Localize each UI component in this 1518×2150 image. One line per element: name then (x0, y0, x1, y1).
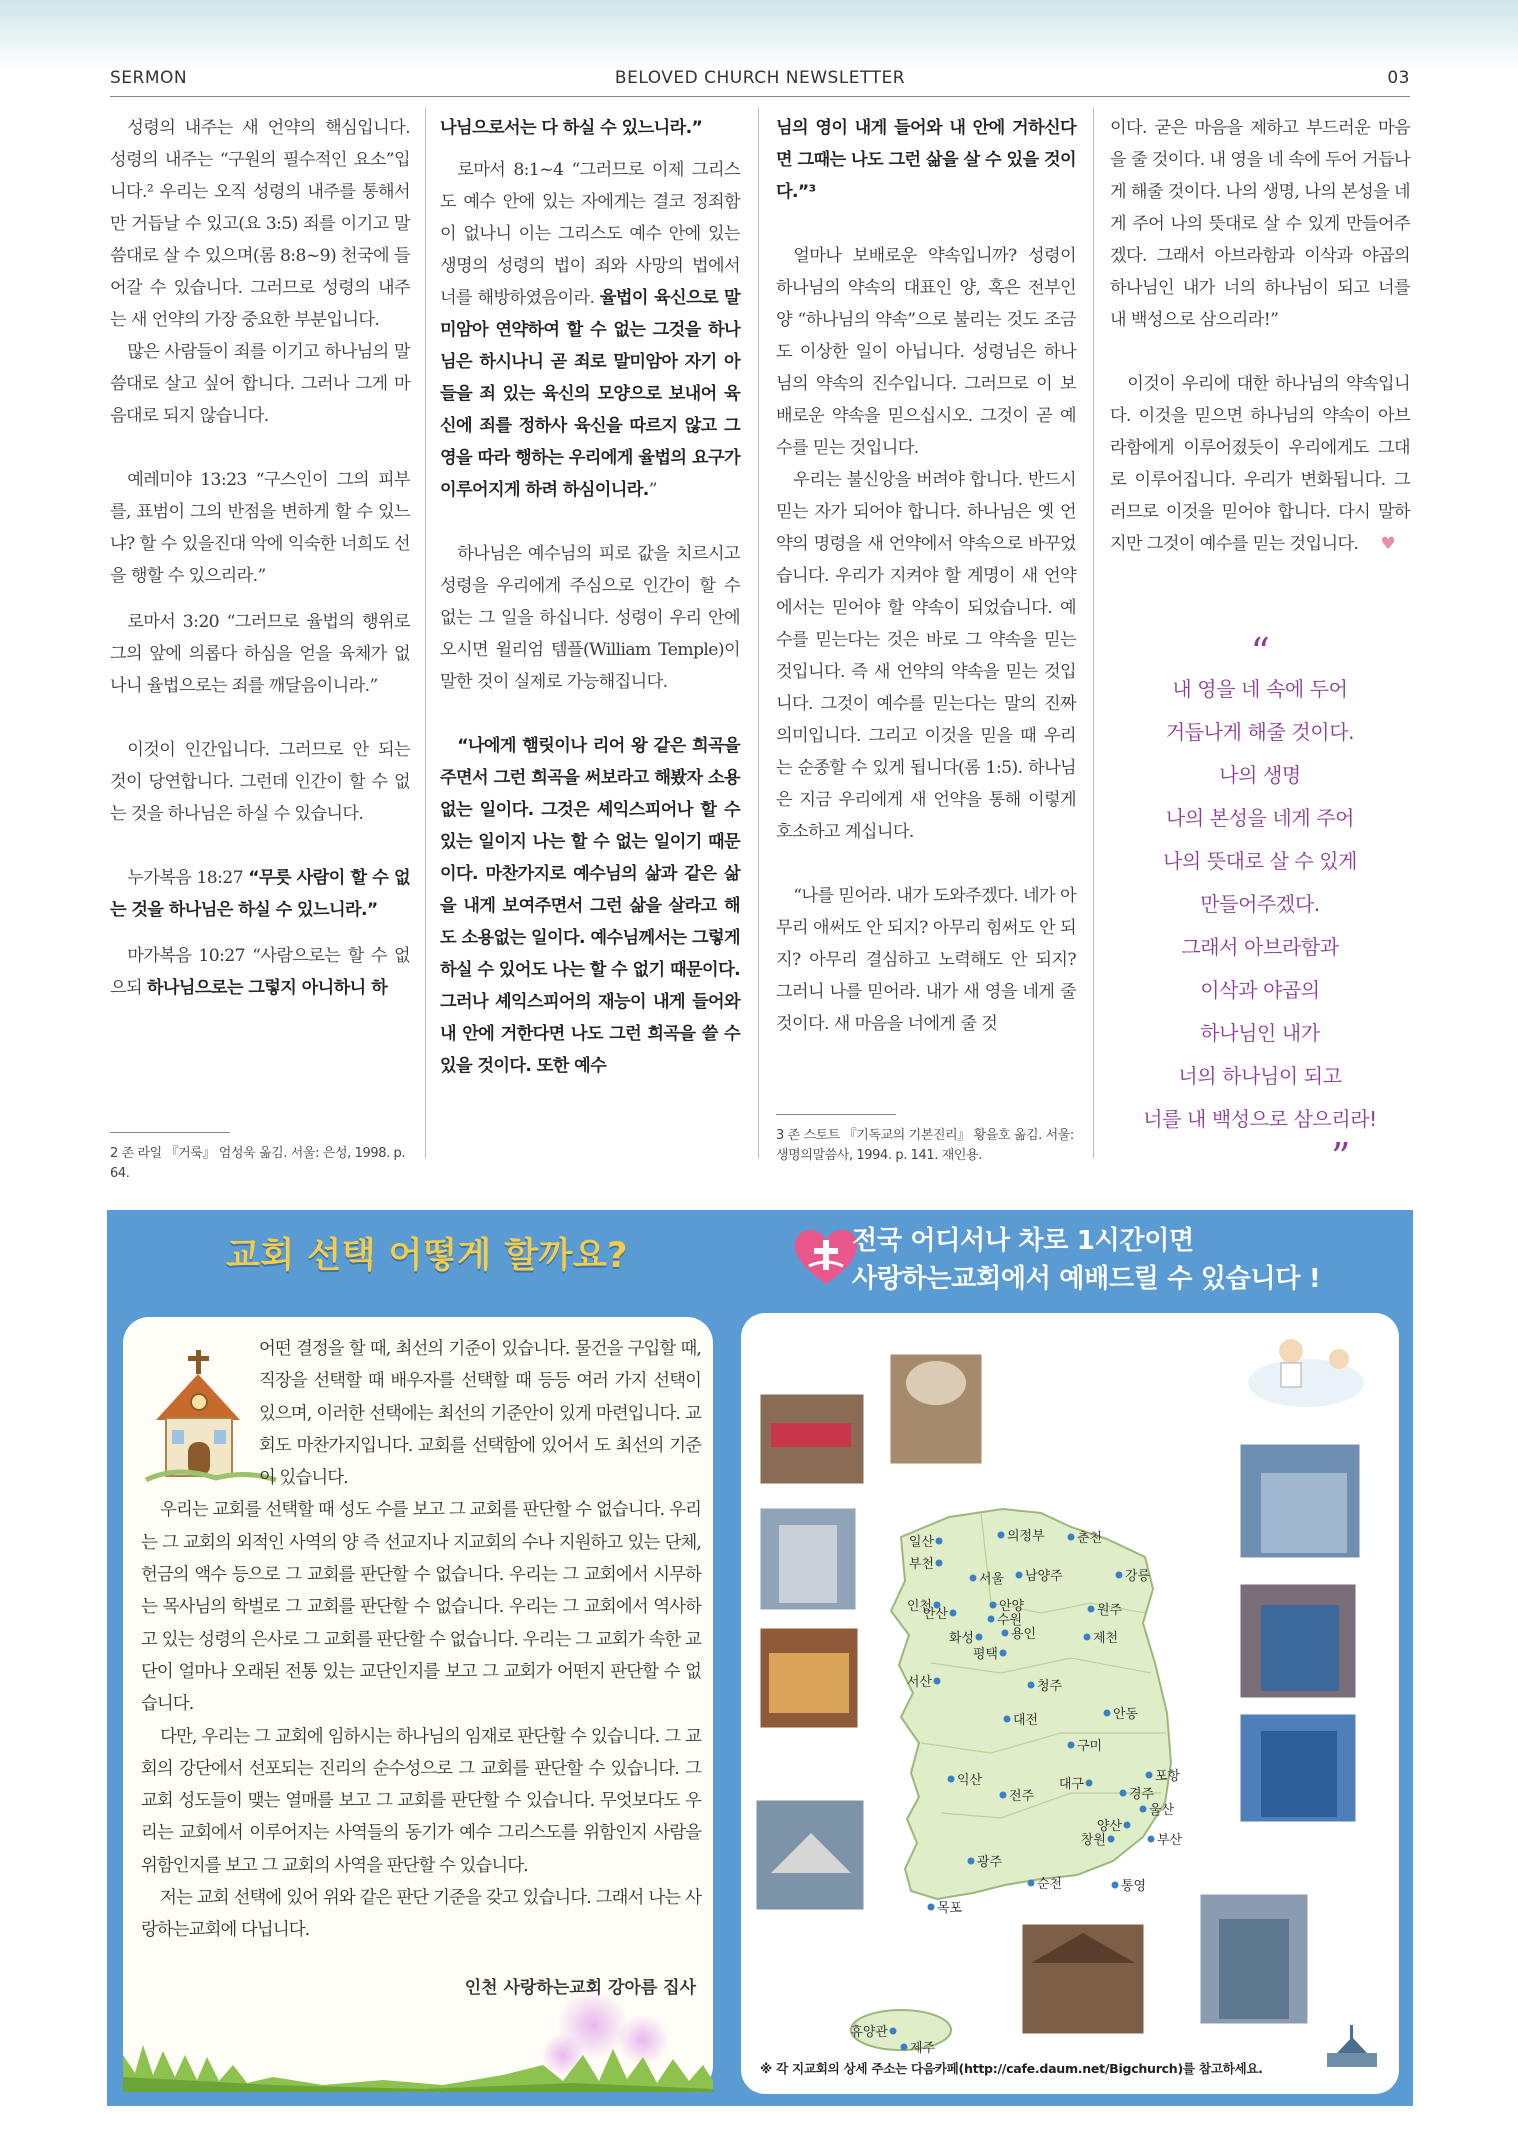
flower-grass-decoration (123, 1985, 713, 2092)
paragraph: 하나님은 예수님의 피로 값을 치르시고 성령을 우리에게 주심으로 인간이 할 수 없는 그 일을 하십니다. 성령이 우리 안에 오시면 윌리엄 템플(William Temple)이 말한 것이 실제로 가능해집니다. (440, 544, 740, 692)
essay-body (141, 1333, 701, 1947)
paragraph: 저는 교회 선택에 있어 위와 같은 판단 기준을 갖고 있습니다. 그래서 나는 사랑하는교회에 다닙니다. (141, 1888, 701, 1941)
paragraph: “나를 믿어라. 내가 도와주겠다. 네가 아무리 애써도 안 되지? 아무리 힘써도 안 되지? 아무리 결심하고 노력해도 안 되지? 그러니 나를 믿어라. 내가 새 영을 네게 줄 것이다. 새 마음을 너에게 줄 것 (776, 886, 1076, 1034)
city-label: 용인 (1011, 1627, 1037, 1642)
heart-icon: ♥ (1380, 534, 1396, 554)
city-label: 제천 (1093, 1631, 1119, 1646)
city-label: 수원 (997, 1613, 1023, 1628)
city-label: 통영 (1121, 1879, 1147, 1894)
header-divider (110, 96, 1410, 97)
city-label: 평택 (972, 1647, 998, 1662)
article-column-3 (776, 112, 1076, 1040)
city-label: 강릉 (1125, 1569, 1151, 1584)
quote-line: 내 영을 네 속에 두어 (1172, 677, 1348, 701)
quote-emphasis: 님의 영이 내게 들어와 내 안에 거하신다면 그때는 나도 그런 삶을 살 수 있을 것이다.”³ (776, 118, 1076, 202)
paragraph: 많은 사람들이 죄를 이기고 하나님의 말씀대로 살고 싶어 합니다. 그러나 그게 마음대로 되지 않습니다. (110, 342, 410, 426)
quote-line: 하나님인 내가 (1200, 1021, 1320, 1045)
city-pin-부산 (1148, 1832, 1183, 1848)
scripture-emphasis: 율법이 육신으로 말미암아 연약하여 할 수 없는 그것을 하나님은 하시나니 곧 죄로 말미암아 자기 아들을 죄 있는 육신의 모양으로 보내어 육신에 죄를 정하사 육신을 따르지 않고 그 영을 따라 행하는 우리에게 율법의 요구가 이루어지게 하려 하심이니라. (440, 288, 741, 500)
map-title-line: 전국 어디서나 차로 1시간이면 (852, 1226, 1194, 1256)
footer-note: ※ 각 지교회의 상세 주소는 다음카페(http://cafe.daum.net/Bigchurch)를 참고하세요. (760, 2061, 1263, 2076)
city-label: 화성 (948, 1631, 974, 1646)
paragraph: 다만, 우리는 그 교회에 임하시는 하나님의 임재로 판단할 수 있습니다. 그 교회의 강단에서 선포되는 진리의 순수성으로 그 교회를 판단할 수 있습니다. 그 교회 성도들이 맺는 열매를 보고 그 교회를 판단할 수 있습니다. 무엇보다도 우리는 교회에서 이루어지는 사역들의 동기가 예수 그리스도를 위함인지 사람을 위함인지를 보고 그 교회의 사역을 판단할 수 있습니다. (141, 1726, 701, 1876)
paragraph: 이것이 인간입니다. 그러므로 안 되는 것이 당연합니다. 그런데 인간이 할 수 없는 것을 하나님은 하실 수 있습니다. (110, 740, 410, 824)
city-label: 부천 (908, 1557, 934, 1572)
quote-line: 나의 생명 (1219, 763, 1301, 787)
city-label: 광주 (977, 1855, 1003, 1870)
city-label: 부산 (1157, 1833, 1183, 1848)
city-label: 의정부 (1007, 1529, 1045, 1544)
city-label: 청주 (1037, 1679, 1063, 1694)
map-title-line: 사랑하는교회에서 예배드릴 수 있습니다 ! (852, 1264, 1321, 1294)
paragraph: 우리는 불신앙을 버려야 합니다. 반드시 믿는 자가 되어야 합니다. 하나님은 옛 언약의 명령을 새 언약에서 약속으로 바꾸었습니다. 우리가 지켜야 할 계명이 새 언약에서는 믿어야 할 약속이 되었습니다. 예수를 믿는다는 것은 바로 그 약속을 믿는 것입니다. 즉 새 언약의 약속을 믿는 것입니다. 그것이 예수를 믿는다는 말의 진짜 의미입니다. 그리고 이것을 믿을 때 우리는 순종할 수 있게 됩니다(롬 1:5). 하나님은 지금 우리에게 새 언약을 통해 이렇게 호소하고 계십니다. (776, 470, 1076, 842)
newsletter-title: BELOVED CHURCH NEWSLETTER (614, 68, 906, 88)
quote-line: 이삭과 야곱의 (1200, 978, 1320, 1002)
column-divider (425, 108, 426, 1158)
city-label: 대구 (1058, 1777, 1084, 1792)
scripture-ref: 마가복음 10:27 “사람으로는 할 수 없으되 (110, 946, 410, 998)
map-title (852, 1222, 1412, 1298)
city-label: 경주 (1129, 1787, 1155, 1802)
scripture-quote (110, 862, 410, 926)
city-pin-목포 (928, 1901, 963, 1916)
pull-quote (1110, 630, 1410, 1179)
paragraph: 성령의 내주는 새 언약의 핵심입니다. 성령의 내주는 “구원의 필수적인 요소”입니다.² 우리는 오직 성령의 내주를 통해서만 거듭날 수 있고(요 3:5) 죄를 이기고 말씀대로 살 수 있으며(롬 8:8~9) 천국에 들어갈 수 있습니다. 그러므로 성령의 내주는 새 언약의 가장 중요한 부분입니다. (110, 118, 410, 330)
scripture-quote: 로마서 3:20 “그러므로 율법의 행위로 그의 앞에 의롭다 하심을 얻을 육체가 없나니 율법으로는 죄를 깨달음이니라.” (110, 612, 410, 696)
city-label: 포항 (1155, 1769, 1181, 1784)
header-background (0, 0, 1518, 70)
city-label: 안동 (1113, 1707, 1139, 1722)
scripture-close-quote: ” (648, 480, 657, 500)
essay-signature: 인천 사랑하는교회 강아름 집사 (464, 1978, 696, 1998)
footnote-3: 3 존 스토트 『기독교의 기본진리』 황을호 옮김. 서울: 생명의말씀사, 1994. p. 141. 재인용. (776, 1126, 1076, 1166)
scripture-quote (110, 940, 410, 1004)
scripture-text: 로마서 8:1~4 “그러므로 이제 그리스도 예수 안에 있는 자에게는 결코 정죄함이 없나니 이는 그리스도 예수 안에 있는 생명의 성령의 법이 죄와 사망의 법에서 너를 해방하였음이라. (440, 160, 740, 308)
paragraph: 이다. 굳은 마음을 제하고 부드러운 마음을 줄 것이다. 내 영을 네 속에 두어 거듭나게 해줄 것이다. 나의 생명, 나의 본성을 네게 주어 나의 뜻대로 살 수 있게 만들어주겠다. 그래서 아브라함과 이삭과 야곱의 하나님인 내가 너의 하나님이 되고 너를 내 백성으로 삼으리라!” (1110, 118, 1410, 330)
quote-line: 만들어주겠다. (1200, 892, 1320, 916)
city-label: 남양주 (1025, 1569, 1063, 1584)
paragraph (440, 112, 740, 144)
paragraph: 어떤 결정을 할 때, 최선의 기준이 있습니다. 물건을 구입할 때, 직장을 선택할 때 배우자를 선택할 때 등등 여러 가지 선택이 있으며, 이러한 선택에는 최선의 기준안이 있게 마련입니다. 교회도 마찬가지입니다. 교회를 선택함에 있어서 도 최선의 기준이 있습니다. (259, 1339, 701, 1489)
city-label: 순천 (1037, 1877, 1063, 1892)
city-label: 구미 (1077, 1739, 1103, 1754)
scripture-emphasis: 나님으로서는 다 하실 수 있느니라.” (440, 118, 703, 138)
city-label: 일산 (908, 1535, 934, 1550)
footnote-2: 2 존 라일 『거룩』 엄성욱 옮김. 서울: 은성, 1998. p. 64. (110, 1144, 410, 1184)
essay-title: 교회 선택 어떻게 할까요? (226, 1236, 628, 1276)
quote-line: 너를 내 백성으로 삼으리라! (1143, 1107, 1377, 1131)
page-header (110, 62, 1410, 96)
city-label: 창원 (1080, 1833, 1106, 1848)
quote-line: 거듭나게 해줄 것이다. (1165, 720, 1355, 744)
city-label: 인천 (906, 1599, 932, 1614)
article-column-2 (440, 112, 740, 1082)
quote-line: 그래서 아브라함과 (1181, 935, 1339, 959)
paragraph-text: 이것이 우리에 대한 하나님의 약속입니다. 이것을 믿으면 하나님의 약속이 아브라함에게 이루어졌듯이 우리에게도 그대로 이루어집니다. 우리가 변화됩니다. 그러므로 이것을 믿어야 합니다. 다시 말하지만 그것이 예수를 믿는 것입니다. (1110, 374, 1410, 554)
city-label: 서산 (906, 1675, 932, 1690)
city-label: 전주 (1009, 1789, 1035, 1804)
paragraph: 우리는 교회를 선택할 때 성도 수를 보고 그 교회를 판단할 수 없습니다. 우리는 그 교회의 외적인 사역의 양 즉 선교지나 지교회의 수나 지원하고 있는 단체, 헌금의 액수 등으로 그 교회를 판단할 수 없습니다. 우리는 그 교회에서 시무하는 목사님의 학벌로 그 교회를 판단할 수 없습니다. 우리는 그 교회에서 역사하고 있는 성령의 은사로 그 교회를 판단할 수 없습니다. 우리는 그 교회가 속한 교단이 얼마나 오래된 전통 있는 교단인지를 보고 그 교회가 어떤지 판단할 수 없습니다. (141, 1500, 701, 1715)
article-column-4 (1110, 112, 1410, 560)
angel-cartoon-icon (1248, 1339, 1364, 1407)
quote-line: 나의 본성을 네게 주어 (1165, 806, 1355, 830)
quote-line: 너의 하나님이 되고 (1178, 1064, 1342, 1088)
church-heart-logo-icon (793, 1228, 859, 1288)
city-pin-통영 (1112, 1878, 1147, 1894)
column-divider (758, 108, 759, 1158)
section-label: SERMON (110, 68, 188, 88)
open-quote-mark: “ (1250, 630, 1270, 674)
city-label: 서울 (979, 1572, 1005, 1587)
paragraph (776, 112, 1076, 208)
city-label: 양산 (1096, 1819, 1122, 1834)
close-quote-mark: ” (1330, 1135, 1350, 1179)
scripture-quote: 예레미야 13:23 “구스인이 그의 피부를, 표범이 그의 반점을 변하게 할 수 있느냐? 할 수 있을진대 악에 익숙한 너희도 선을 행할 수 있으리라.” (110, 470, 410, 586)
paragraph: 얼마나 보배로운 약속입니까? 성령이 하나님의 약속의 대표인 양, 혹은 전부인 양 “하나님의 약속”으로 불리는 것도 조금도 이상한 일이 아닙니다. 성령님은 하나님의 약속의 진수입니다. 그러므로 이 보배로운 약속을 믿으십시오. 그것이 곧 예수를 믿는 것입니다. (776, 246, 1076, 458)
city-label: 목포 (937, 1901, 963, 1916)
city-label: 제주 (910, 2041, 936, 2056)
scripture-quote (440, 154, 740, 506)
city-label: 안양 (999, 1599, 1025, 1614)
church-logo-icon (1327, 2025, 1377, 2067)
city-label: 안산 (922, 1607, 948, 1622)
scripture-ref: 누가복음 18:27 (127, 868, 249, 888)
city-label: 익산 (957, 1773, 983, 1788)
scripture-emphasis: 하나님으로는 그렇지 아니하니 하 (146, 978, 388, 998)
city-label: 울산 (1149, 1803, 1175, 1818)
page-number: 03 (1387, 68, 1410, 88)
article-column-1 (110, 112, 410, 1004)
quote-line: 나의 뜻대로 살 수 있게 (1162, 849, 1358, 873)
scripture-emphasis: “무릇 사람이 할 수 없는 것을 하나님은 하실 수 있느니라.” (110, 868, 410, 920)
quote-emphasis: “나에게 햄릿이나 리어 왕 같은 희곡을 주면서 그런 희곡을 써보라고 해봤자 소용없는 일이다. 그것은 셰익스피어나 할 수 있는 일이지 나는 할 수 없는 일이기 때문이다. 마찬가지로 예수님의 삶과 같은 삶을 내게 보여주면서 그런 삶을 살라고 해도 소용없는 일이다. 예수님께서는 그렇게 하실 수 있어도 나는 할 수 없기 때문이다. 그러나 셰익스피어의 재능이 내게 들어와 내 안에 거한다면 나도 그런 희곡을 쓸 수 있을 것이다. 또한 예수 (440, 736, 740, 1076)
temple-quote (440, 730, 740, 1082)
city-label: 대전 (1013, 1713, 1039, 1728)
city-label: 휴양관 (850, 2025, 888, 2040)
korea-church-map (741, 1313, 1399, 2094)
column-divider (1093, 108, 1094, 1158)
city-label: 원주 (1097, 1603, 1123, 1618)
paragraph (1110, 368, 1410, 560)
city-label: 춘천 (1077, 1531, 1103, 1546)
